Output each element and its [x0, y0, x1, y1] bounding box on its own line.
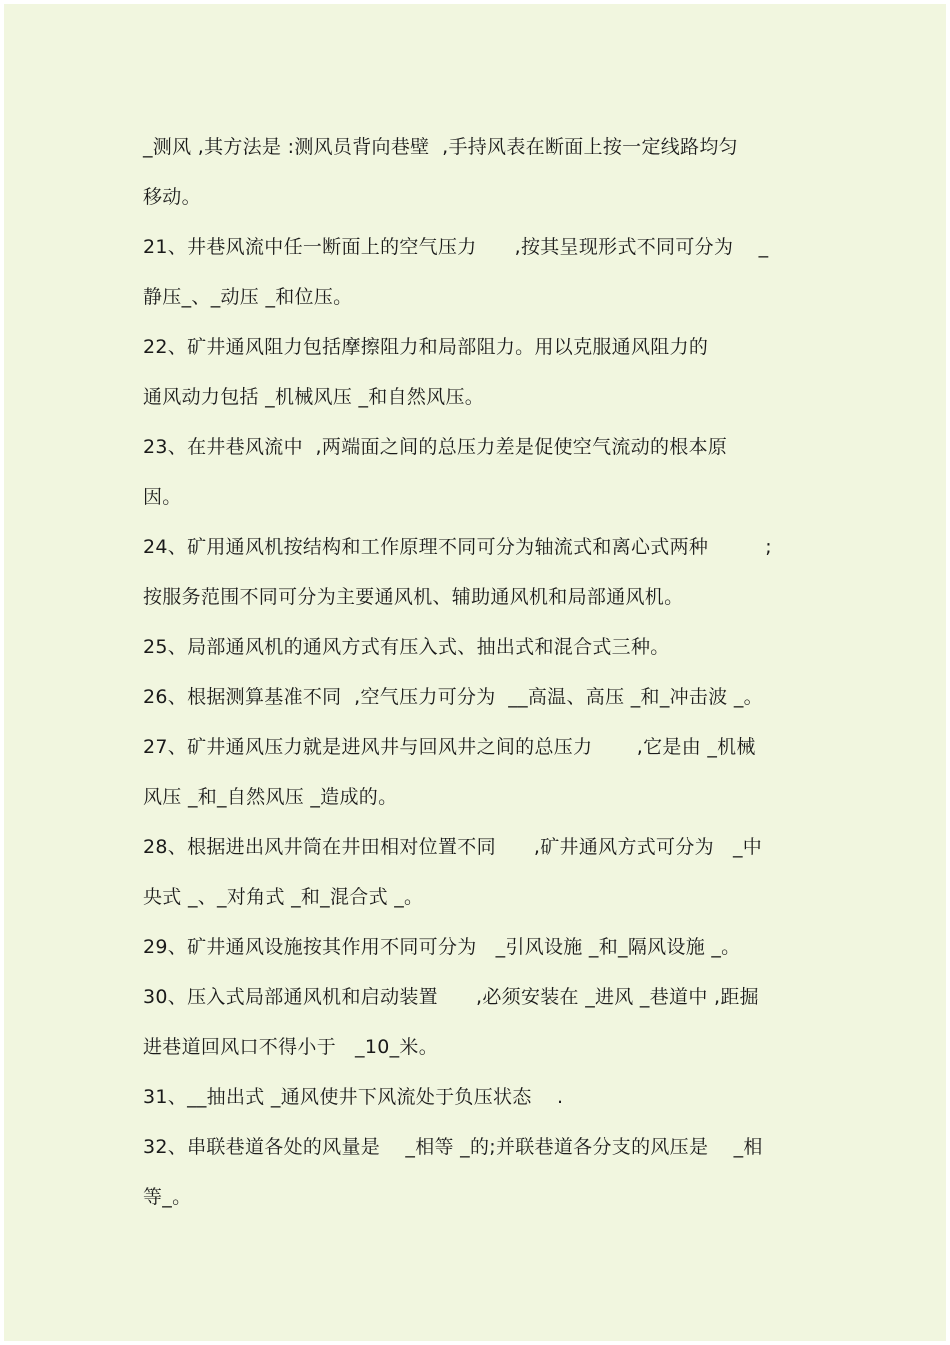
question-31-line: 31、__抽出式 _通风使井下风流处于负压状态 .: [143, 1086, 564, 1108]
text-line: 因。: [143, 486, 182, 508]
question-27-line: 27、矿井通风压力就是进风井与回风井之间的总压力 ,它是由 _机械: [143, 736, 756, 758]
question-28-line: 28、根据进出风井筒在井田相对位置不同 ,矿井通风方式可分为 _中: [143, 836, 763, 858]
question-23-line: 23、在井巷风流中 ,两端面之间的总压力差是促使空气流动的根本原: [143, 436, 728, 458]
text-line: 通风动力包括 _机械风压 _和自然风压。: [143, 386, 485, 408]
text-line: 按服务范围不同可分为主要通风机、辅助通风机和局部通风机。: [143, 586, 684, 608]
question-21-line: 21、井巷风流中任一断面上的空气压力 ,按其呈现形式不同可分为 _: [143, 236, 769, 258]
text-line: 央式 _、_对角式 _和_混合式 _。: [143, 886, 424, 908]
text-line: 进巷道回风口不得小于 _10_米。: [143, 1036, 438, 1058]
question-29-line: 29、矿井通风设施按其作用不同可分为 _引风设施 _和_隔风设施 _。: [143, 936, 741, 958]
text-line: 风压 _和_自然风压 _造成的。: [143, 786, 398, 808]
question-32-line: 32、串联巷道各处的风量是 _相等 _的;并联巷道各分支的风压是 _相: [143, 1136, 763, 1158]
text-line: _测风 ,其方法是 :测风员背向巷壁 ,手持风表在断面上按一定线路均匀: [143, 136, 738, 158]
question-22-line: 22、矿井通风阻力包括摩擦阻力和局部阻力。用以克服通风阻力的: [143, 336, 709, 358]
question-24-line: 24、矿用通风机按结构和工作原理不同可分为轴流式和离心式两种 ;: [143, 536, 772, 558]
text-line: 等_。: [143, 1186, 192, 1208]
question-30-line: 30、压入式局部通风机和启动装置 ,必须安装在 _进风 _巷道中 ,距掘: [143, 986, 759, 1008]
document-body: [143, 122, 823, 1222]
question-25-line: 25、局部通风机的通风方式有压入式、抽出式和混合式三种。: [143, 636, 670, 658]
text-line: 移动。: [143, 186, 201, 208]
document-page: [4, 4, 946, 1341]
text-line: 静压_、_动压 _和位压。: [143, 286, 353, 308]
question-26-line: 26、根据测算基准不同 ,空气压力可分为 __高温、高压 _和_冲击波 _。: [143, 686, 763, 708]
